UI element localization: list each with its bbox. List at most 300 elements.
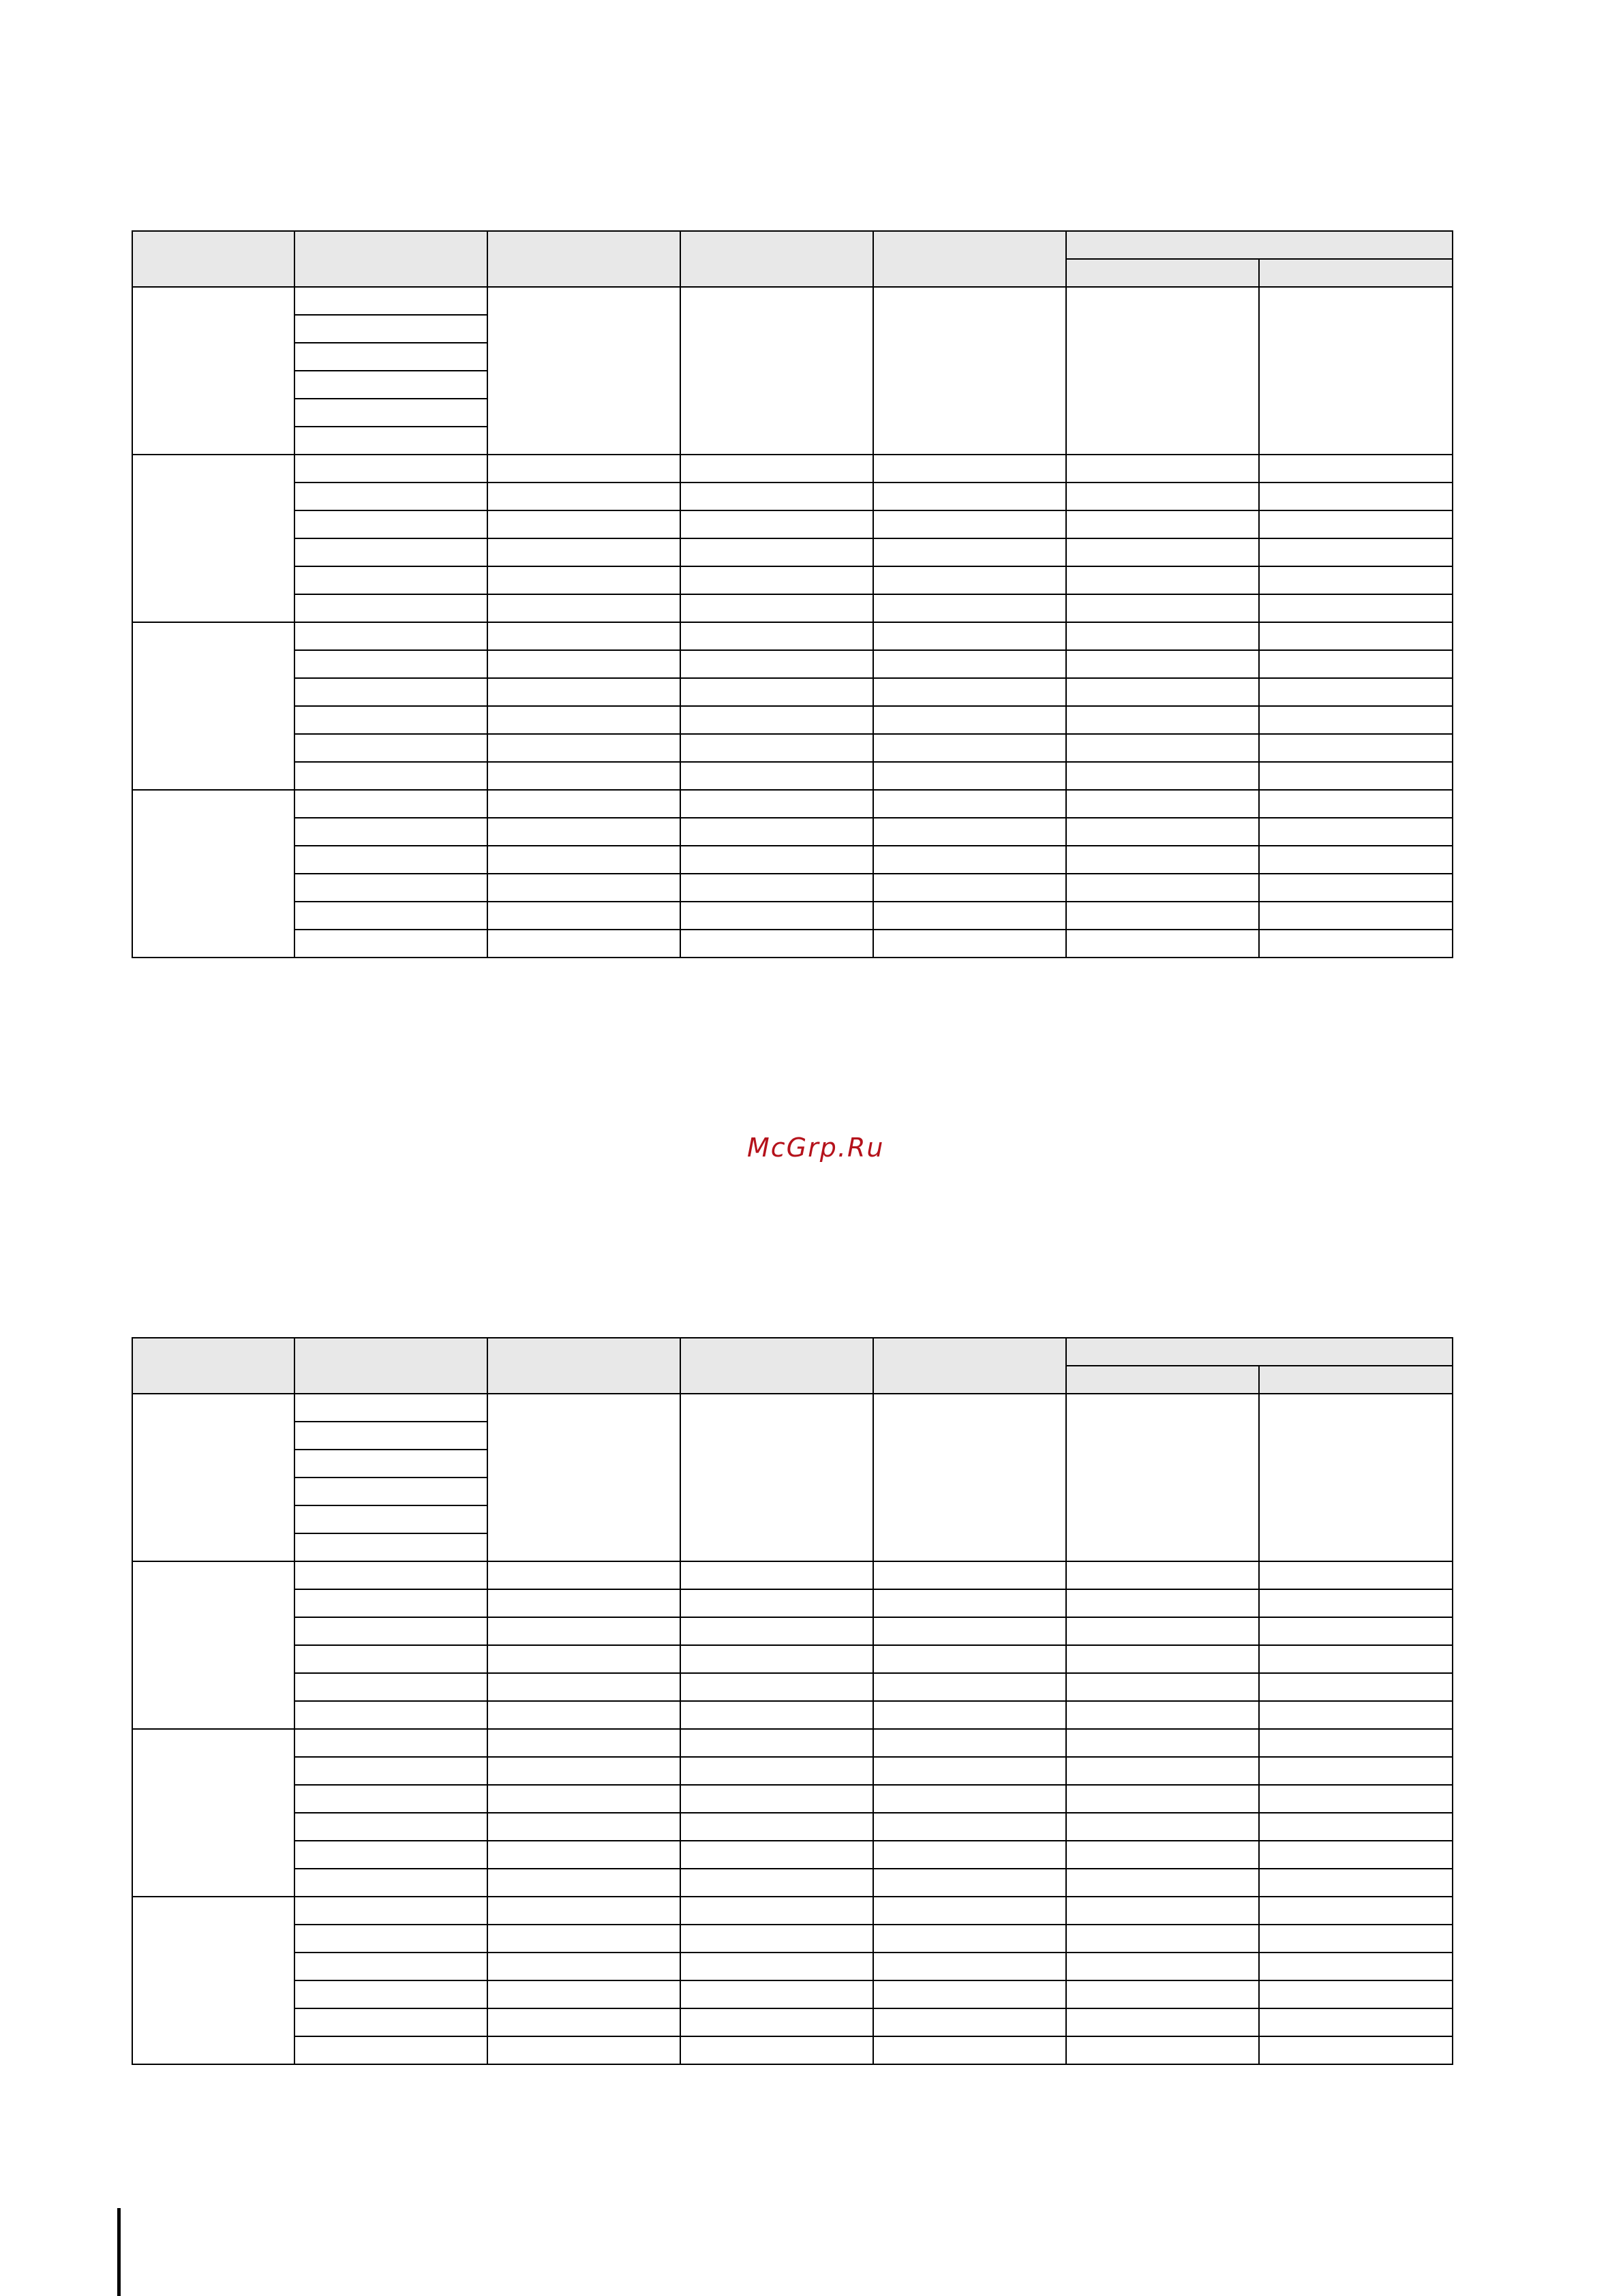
table-cell (680, 930, 873, 958)
table-cell (1066, 650, 1259, 678)
table-cell (680, 1813, 873, 1841)
table-row (132, 1673, 1453, 1701)
table-cell (680, 678, 873, 706)
table-cell (680, 483, 873, 510)
table-cell (1066, 2008, 1259, 2036)
table-row (132, 1841, 1453, 1869)
table-cell (873, 2036, 1066, 2064)
table-cell (1066, 1701, 1259, 1729)
table-cell (873, 818, 1066, 846)
table-cell (873, 762, 1066, 790)
table-cell (294, 1505, 487, 1533)
table-cell (1066, 678, 1259, 706)
table-cell (487, 1785, 680, 1813)
table-cell (487, 734, 680, 762)
table-cell (873, 1953, 1066, 1980)
merged-cell (1066, 287, 1259, 455)
table-cell (680, 762, 873, 790)
table-cell (1259, 594, 1453, 622)
table-cell (680, 538, 873, 566)
table-cell (680, 1869, 873, 1897)
table-cell (873, 1897, 1066, 1925)
table-row (132, 734, 1453, 762)
table-cell (1259, 1589, 1453, 1617)
table-row (132, 706, 1453, 734)
table-row (132, 762, 1453, 790)
table-cell (1066, 1589, 1259, 1617)
table-row (132, 1394, 1453, 1422)
table-cell (487, 483, 680, 510)
table-row (132, 1813, 1453, 1841)
table-cell (873, 1869, 1066, 1897)
table-cell (1066, 594, 1259, 622)
table-cell (680, 706, 873, 734)
table-cell (680, 2036, 873, 2064)
table-cell (1259, 1869, 1453, 1897)
table-cell (1066, 510, 1259, 538)
table-cell (487, 1645, 680, 1673)
table-cell (680, 1589, 873, 1617)
header-cell (873, 1338, 1066, 1394)
table-cell (1259, 1925, 1453, 1953)
table-cell (1259, 846, 1453, 874)
table-cell (1259, 678, 1453, 706)
table-row (132, 1757, 1453, 1785)
table-cell (487, 1673, 680, 1701)
group-label-cell (132, 790, 294, 958)
table-cell (294, 1729, 487, 1757)
table-cell (294, 2008, 487, 2036)
table-cell (680, 1980, 873, 2008)
merged-cell (680, 1394, 873, 1561)
table-cell (487, 846, 680, 874)
table-cell (680, 874, 873, 902)
table-cell (680, 902, 873, 930)
group-label-cell (132, 455, 294, 622)
table-cell (294, 371, 487, 399)
table-row (132, 2036, 1453, 2064)
table-cell (1066, 1869, 1259, 1897)
group-label-cell (132, 622, 294, 790)
table-cell (487, 1561, 680, 1589)
table-cell (873, 1645, 1066, 1673)
table-cell (1259, 762, 1453, 790)
table-cell (487, 510, 680, 538)
table-row (132, 622, 1453, 650)
header-cell (873, 231, 1066, 287)
table-cell (1066, 1925, 1259, 1953)
table-cell (1259, 622, 1453, 650)
table-row (132, 1645, 1453, 1673)
header-cell (294, 231, 487, 287)
merged-cell (680, 287, 873, 455)
table-header-row (132, 1338, 1453, 1366)
table-cell (487, 622, 680, 650)
table-cell (487, 930, 680, 958)
table-cell (294, 510, 487, 538)
table-row (132, 1729, 1453, 1757)
table-cell (1066, 762, 1259, 790)
group-label-cell (132, 287, 294, 455)
table-cell (1066, 818, 1259, 846)
table-cell (1259, 1757, 1453, 1785)
table-row (132, 650, 1453, 678)
table-cell (873, 706, 1066, 734)
table-cell (294, 1953, 487, 1980)
table-cell (487, 650, 680, 678)
table-row (132, 1953, 1453, 1980)
table-cell (1259, 566, 1453, 594)
table-cell (680, 790, 873, 818)
table-cell (680, 1841, 873, 1869)
table-cell (1259, 483, 1453, 510)
table-cell (873, 846, 1066, 874)
page-margin-bar (117, 2208, 121, 2296)
table-cell (680, 1617, 873, 1645)
table-cell (680, 734, 873, 762)
table-cell (1259, 706, 1453, 734)
table-cell (487, 566, 680, 594)
table-row (132, 1925, 1453, 1953)
table-cell (680, 650, 873, 678)
table-cell (294, 399, 487, 427)
table-cell (680, 1729, 873, 1757)
table-cell (487, 1953, 680, 1980)
header-cell (132, 231, 294, 287)
table-cell (1259, 538, 1453, 566)
table-cell (487, 706, 680, 734)
table-cell (680, 1645, 873, 1673)
table-cell (873, 678, 1066, 706)
table-cell (294, 1841, 487, 1869)
table-cell (1066, 622, 1259, 650)
table-cell (873, 1757, 1066, 1785)
table-cell (294, 818, 487, 846)
table-cell (680, 1897, 873, 1925)
table-cell (873, 1701, 1066, 1729)
table-cell (1259, 1841, 1453, 1869)
table-cell (873, 1925, 1066, 1953)
table-cell (487, 1841, 680, 1869)
table-cell (294, 1533, 487, 1561)
table-cell (680, 1561, 873, 1589)
table-cell (1259, 1980, 1453, 2008)
table-cell (1259, 1645, 1453, 1673)
table-cell (873, 510, 1066, 538)
table-cell (1066, 1561, 1259, 1589)
table-cell (680, 1701, 873, 1729)
table-cell (487, 902, 680, 930)
table-cell (294, 846, 487, 874)
table-cell (294, 1980, 487, 2008)
table-cell (487, 1729, 680, 1757)
spec-table-top (132, 230, 1453, 958)
table-cell (873, 483, 1066, 510)
table-cell (487, 790, 680, 818)
table-cell (487, 1897, 680, 1925)
group-label-cell (132, 1897, 294, 2064)
table-cell (873, 790, 1066, 818)
table-cell (1259, 818, 1453, 846)
table-cell (873, 650, 1066, 678)
table-cell (873, 1729, 1066, 1757)
table-cell (873, 566, 1066, 594)
table-cell (873, 902, 1066, 930)
table-cell (873, 734, 1066, 762)
table-cell (487, 1757, 680, 1785)
header-cell (487, 1338, 680, 1394)
subheader-cell (1259, 259, 1453, 287)
table-cell (1259, 902, 1453, 930)
table-cell (1066, 538, 1259, 566)
table-cell (1066, 1673, 1259, 1701)
table-cell (487, 2036, 680, 2064)
table-cell (1066, 1645, 1259, 1673)
table-cell (294, 1925, 487, 1953)
table-row (132, 678, 1453, 706)
merged-cell (1259, 1394, 1453, 1561)
table-cell (294, 1561, 487, 1589)
table-cell (294, 315, 487, 343)
table-cell (487, 678, 680, 706)
merged-cell (873, 1394, 1066, 1561)
merged-cell (1259, 287, 1453, 455)
header-cell (680, 231, 873, 287)
table-cell (1259, 790, 1453, 818)
table-cell (1066, 790, 1259, 818)
table-cell (294, 1394, 487, 1422)
table-cell (1259, 1813, 1453, 1841)
table-cell (873, 622, 1066, 650)
table-cell (680, 594, 873, 622)
table-cell (1066, 1729, 1259, 1757)
spec-table-bottom (132, 1337, 1453, 2065)
table-cell (294, 1450, 487, 1478)
table-cell (1259, 930, 1453, 958)
table-cell (1066, 1841, 1259, 1869)
table-cell (1066, 455, 1259, 483)
table-cell (873, 1841, 1066, 1869)
table-cell (294, 1813, 487, 1841)
table-cell (294, 1897, 487, 1925)
table-cell (487, 1813, 680, 1841)
table-cell (1259, 455, 1453, 483)
table-cell (294, 427, 487, 455)
table-cell (1259, 2036, 1453, 2064)
table-cell (1259, 1953, 1453, 1980)
table-row (132, 1897, 1453, 1925)
merged-cell (873, 287, 1066, 455)
table-cell (487, 874, 680, 902)
merged-cell (487, 1394, 680, 1561)
group-label-cell (132, 1394, 294, 1561)
table-cell (1259, 874, 1453, 902)
table-cell (873, 538, 1066, 566)
subheader-cell (1066, 1366, 1259, 1394)
table-cell (294, 566, 487, 594)
table-cell (1259, 1785, 1453, 1813)
table-row (132, 594, 1453, 622)
table-row (132, 1980, 1453, 2008)
table-cell (873, 594, 1066, 622)
table-row (132, 1869, 1453, 1897)
table-cell (294, 1785, 487, 1813)
table-cell (294, 2036, 487, 2064)
table-cell (294, 594, 487, 622)
table-row (132, 790, 1453, 818)
merged-cell (1066, 1394, 1259, 1561)
table-row (132, 455, 1453, 483)
table-cell (1259, 1729, 1453, 1757)
table-cell (294, 1757, 487, 1785)
table-cell (487, 455, 680, 483)
table-cell (1066, 2036, 1259, 2064)
table-row (132, 1785, 1453, 1813)
table-row (132, 818, 1453, 846)
table-row (132, 874, 1453, 902)
table-cell (294, 538, 487, 566)
table-cell (680, 455, 873, 483)
table-row (132, 287, 1453, 315)
table-cell (487, 1980, 680, 2008)
table-cell (873, 1589, 1066, 1617)
table-cell (873, 930, 1066, 958)
table-cell (680, 1673, 873, 1701)
table-cell (873, 1561, 1066, 1589)
table-cell (1259, 734, 1453, 762)
table-cell (1259, 1561, 1453, 1589)
table-cell (1066, 1897, 1259, 1925)
table-cell (1066, 706, 1259, 734)
table-cell (1259, 510, 1453, 538)
group-label-cell (132, 1561, 294, 1729)
table-cell (1259, 1897, 1453, 1925)
table-cell (487, 538, 680, 566)
header-cell (132, 1338, 294, 1394)
table-cell (1066, 734, 1259, 762)
table-cell (680, 1785, 873, 1813)
table-row (132, 566, 1453, 594)
table-row (132, 2008, 1453, 2036)
table-row (132, 902, 1453, 930)
table-cell (294, 1478, 487, 1505)
header-cell (680, 1338, 873, 1394)
table-cell (487, 1869, 680, 1897)
header-group-cell (1066, 231, 1453, 259)
table-cell (294, 650, 487, 678)
table-cell (1066, 1757, 1259, 1785)
table-cell (487, 762, 680, 790)
table-cell (1066, 1785, 1259, 1813)
table-row (132, 930, 1453, 958)
table-cell (1066, 1953, 1259, 1980)
table-cell (294, 874, 487, 902)
table-cell (680, 510, 873, 538)
table-cell (487, 1617, 680, 1645)
table-cell (294, 734, 487, 762)
table-row (132, 1589, 1453, 1617)
table-cell (1259, 1673, 1453, 1701)
table-cell (680, 622, 873, 650)
table-row (132, 846, 1453, 874)
table-row (132, 1701, 1453, 1729)
table-cell (1066, 1980, 1259, 2008)
table-cell (873, 1813, 1066, 1841)
table-cell (1066, 483, 1259, 510)
table-cell (294, 1645, 487, 1673)
table-cell (294, 483, 487, 510)
table-row (132, 483, 1453, 510)
subheader-cell (1259, 1366, 1453, 1394)
table-cell (487, 1925, 680, 1953)
table-cell (1259, 1701, 1453, 1729)
table-cell (680, 1925, 873, 1953)
table-cell (294, 678, 487, 706)
table-cell (294, 1617, 487, 1645)
table-row (132, 1617, 1453, 1645)
subheader-cell (1066, 259, 1259, 287)
table-cell (487, 594, 680, 622)
table-cell (294, 902, 487, 930)
table-cell (680, 1953, 873, 1980)
table-cell (294, 1422, 487, 1450)
merged-cell (487, 287, 680, 455)
table-cell (487, 1701, 680, 1729)
table-cell (1259, 1617, 1453, 1645)
table-cell (294, 1869, 487, 1897)
table-cell (294, 455, 487, 483)
table-cell (873, 1980, 1066, 2008)
group-label-cell (132, 1729, 294, 1897)
table-cell (1259, 2008, 1453, 2036)
table-cell (1066, 1617, 1259, 1645)
table-header-row (132, 231, 1453, 259)
table-cell (294, 1589, 487, 1617)
table-cell (1066, 846, 1259, 874)
table-cell (487, 2008, 680, 2036)
table-cell (294, 1673, 487, 1701)
table-cell (294, 762, 487, 790)
table-cell (873, 1785, 1066, 1813)
table-cell (873, 455, 1066, 483)
table-row (132, 538, 1453, 566)
table-cell (294, 930, 487, 958)
table-cell (873, 874, 1066, 902)
table-cell (1066, 566, 1259, 594)
watermark-text: McGrp.Ru (747, 1133, 885, 1163)
table-row (132, 510, 1453, 538)
table-cell (294, 706, 487, 734)
header-cell (487, 231, 680, 287)
table-cell (1259, 650, 1453, 678)
table-cell (487, 1589, 680, 1617)
table-cell (1066, 902, 1259, 930)
table-cell (487, 818, 680, 846)
table-cell (680, 2008, 873, 2036)
table-cell (294, 1701, 487, 1729)
table-cell (1066, 930, 1259, 958)
table-row (132, 1561, 1453, 1589)
table-cell (294, 287, 487, 315)
table-cell (873, 1673, 1066, 1701)
table-cell (680, 1757, 873, 1785)
table-cell (294, 622, 487, 650)
header-cell (294, 1338, 487, 1394)
table-cell (680, 846, 873, 874)
table-cell (873, 2008, 1066, 2036)
table-cell (294, 343, 487, 371)
table-cell (1066, 1813, 1259, 1841)
